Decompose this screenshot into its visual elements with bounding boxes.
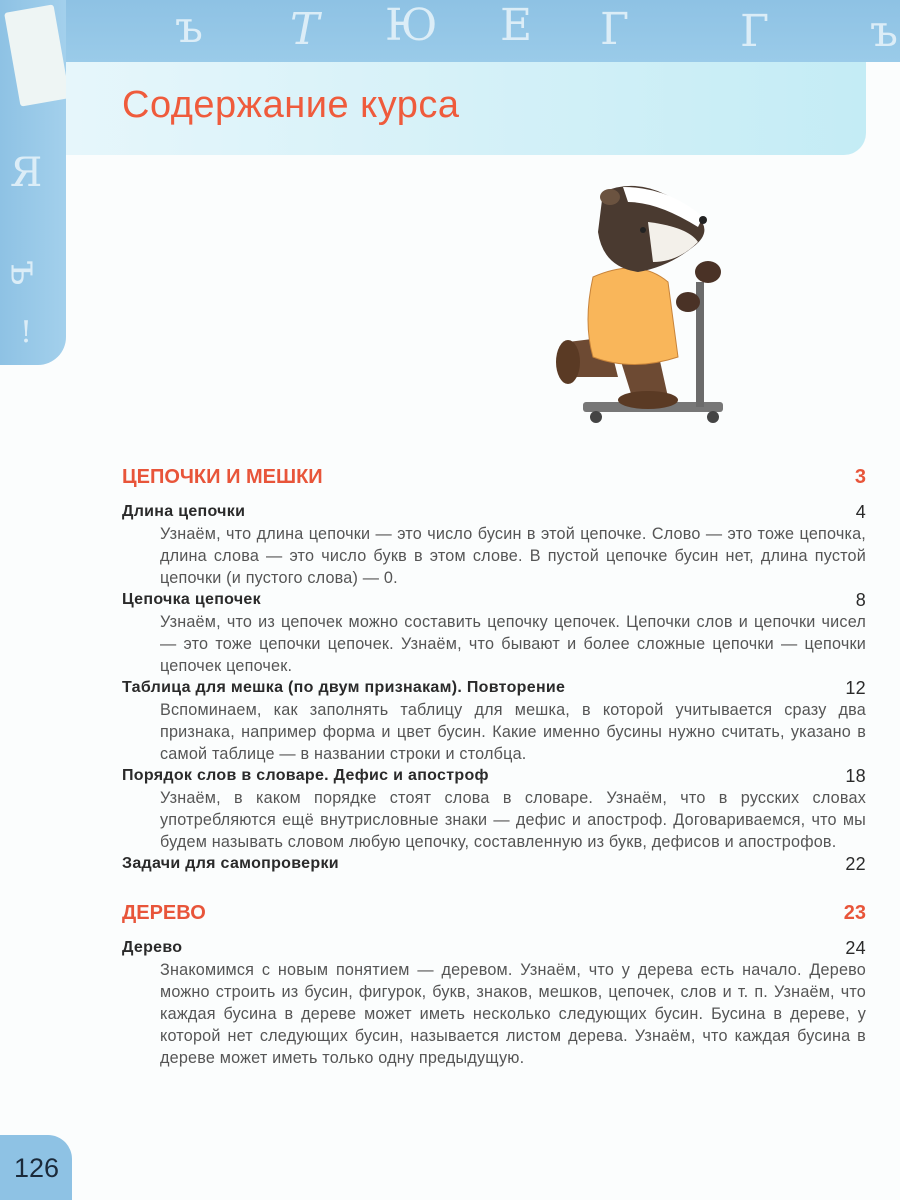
decorative-letter: ъ: [1, 260, 48, 286]
entry-description: Узнаём, что длина цепочки — это число бусин в этой цепочке. Слово — это тоже цепочка, длина слова — это число букв в этом слове. В пустой цепочке бусин нет, длина пустой цепочки (и пустого слова) — 0.: [160, 525, 866, 587]
decorative-letter: !: [20, 315, 33, 350]
toc-entry: [122, 853, 866, 875]
page-title: Содержание курса: [122, 84, 460, 126]
entry-title-row[interactable]: [122, 853, 866, 875]
entry-page: 4: [855, 502, 866, 522]
entry-title-row[interactable]: [122, 677, 866, 699]
entry-title-row[interactable]: [122, 501, 866, 523]
decorative-letter: ъ: [175, 2, 203, 53]
entry-title-row[interactable]: [122, 937, 866, 959]
entry-description: Вспоминаем, как заполнять таблицу для мешка, в которой учитывается сразу два признака, например форма и цвет бусин. Какие именно бусины нужно считать, указано в самой таблице — в названии строки и столбца.: [160, 701, 866, 763]
page-number: 126: [14, 1153, 60, 1183]
toc-entry: [122, 677, 866, 765]
entry-page: 22: [845, 854, 866, 874]
decorative-letter: Г: [600, 4, 630, 55]
entry-description: Знакомимся с новым понятием — деревом. Узнаём, что у дерева есть начало. Дерево можно строить из бусин, фигурок, букв, знаков, мешков, цепочек, слов и т. п. Узнаём, что каждая бусина в дереве может иметь несколько следующих бусин. Бусина в дереве, у которой нет следующих бусин, называется листом дерева. Узнаём, что каждая бусина в дереве может иметь только одну предыдущую.: [160, 961, 866, 1067]
toc-entry: [122, 765, 866, 853]
entry-title: Длина цепочки: [122, 503, 246, 520]
entry-page: 24: [845, 938, 866, 958]
section-page: 23: [843, 902, 866, 924]
section-page: 3: [854, 466, 866, 488]
decorative-letter: Т: [290, 4, 320, 55]
toc-entry: [122, 589, 866, 677]
side-decorative-band: [0, 0, 66, 365]
section-title: ЦЕПОЧКИ И МЕШКИ: [122, 466, 323, 488]
page-number-tab: [0, 1135, 72, 1200]
entry-title: Цепочка цепочек: [122, 591, 261, 608]
decorative-letter: ъ: [870, 6, 898, 57]
entry-page: 12: [845, 678, 866, 698]
header-decorative-band: [0, 0, 900, 62]
entry-page: 8: [855, 590, 866, 610]
entry-title: Таблица для мешка (по двум признакам). Повторение: [122, 679, 566, 696]
decorative-letter: Я: [10, 150, 43, 196]
entry-page: 18: [845, 766, 866, 786]
decorative-letter: Ю: [385, 0, 438, 51]
section-heading[interactable]: [122, 899, 866, 927]
entry-title: Задачи для самопроверки: [122, 855, 339, 872]
entry-description: Узнаём, что из цепочек можно составить цепочку цепочек. Цепочки слов и цепочки чисел — это тоже цепочки цепочек. Узнаём, что бывают и более сложные цепочки — цепочки цепочек цепочек.: [160, 613, 866, 675]
table-of-contents: [122, 463, 866, 1069]
toc-entry: [122, 501, 866, 589]
paper-sheet-icon: [4, 4, 70, 106]
decorative-letter: Е: [500, 0, 533, 51]
entry-title-row[interactable]: [122, 765, 866, 787]
section-heading[interactable]: [122, 463, 866, 491]
badger-on-scooter-illustration: [548, 172, 748, 437]
entry-title: Порядок слов в словаре. Дефис и апостроф: [122, 767, 489, 784]
decorative-letter: Г: [740, 6, 770, 57]
toc-entry: [122, 937, 866, 1069]
title-panel: [66, 62, 866, 155]
section-title: ДЕРЕВО: [122, 902, 206, 924]
entry-title-row[interactable]: [122, 589, 866, 611]
entry-description: Узнаём, в каком порядке стоят слова в словаре. Узнаём, что в русских словах употребляются ещё внутрисловные знаки — дефис и апостроф. Договариваемся, что мы будем называть словом любую цепочку, составленную из букв, дефисов и апострофов.: [160, 789, 866, 851]
entry-title: Дерево: [122, 939, 183, 956]
